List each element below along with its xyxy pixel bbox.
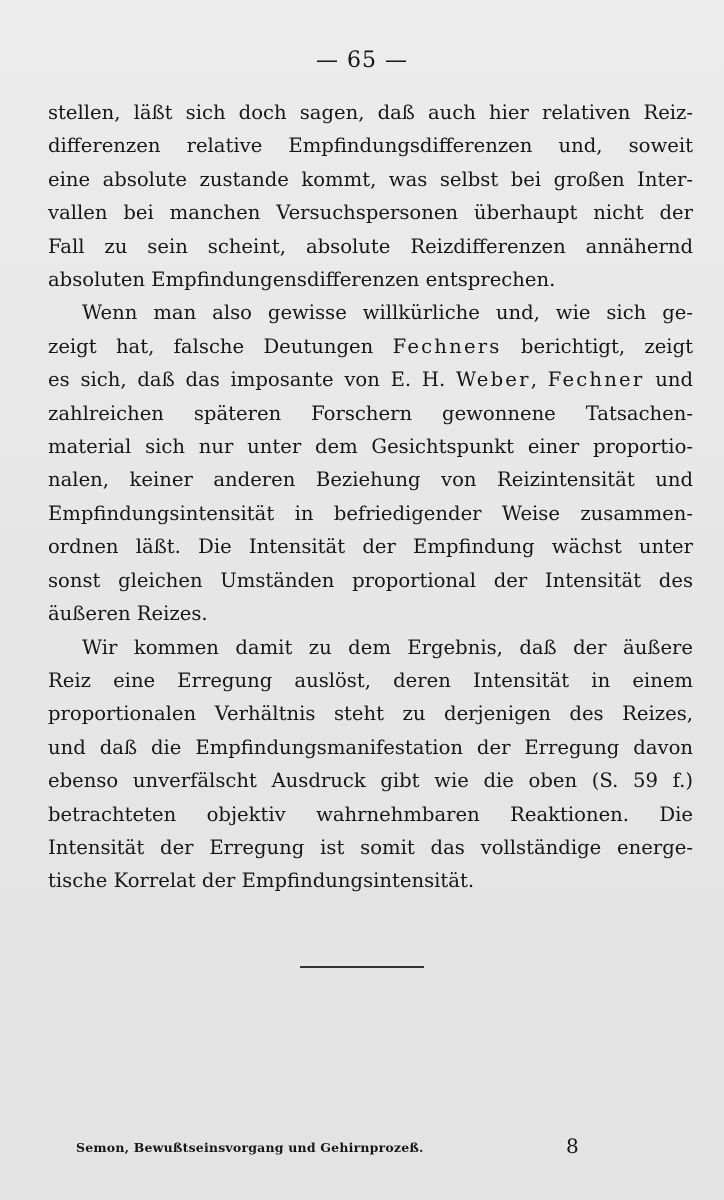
text-line: äußeren Reizes. bbox=[48, 602, 208, 626]
paragraph-2 bbox=[48, 296, 693, 630]
text-line: und daß die Empfindungsmanifestation der Erregung davon bbox=[48, 735, 693, 759]
text-line: ordnen läßt. Die Intensität der Empfindung wächst unter bbox=[48, 535, 693, 559]
text-line: tische Korrelat der Empfindungsintensität. bbox=[48, 869, 475, 893]
text-line: ebenso unverfälscht Ausdruck gibt wie die oben (S. 59 f.) bbox=[48, 769, 693, 793]
text-line: zeigt hat, falsche Deutungen Fechners berichtigt, zeigt bbox=[48, 334, 693, 358]
text-line: Wenn man also gewisse willkürliche und, wie sich ge- bbox=[82, 301, 693, 325]
signature-line: Semon, Bewußtseinsvorgang und Gehirnprozeß. bbox=[76, 1140, 424, 1155]
text-line: sonst gleichen Umständen proportional der Intensität des bbox=[48, 568, 693, 592]
sheet-number: 8 bbox=[566, 1134, 579, 1158]
text-line: betrachteten objektiv wahrnehmbaren Reaktionen. Die bbox=[48, 802, 693, 826]
text-line: vallen bei manchen Versuchspersonen überhaupt nicht der bbox=[48, 201, 693, 225]
section-divider bbox=[300, 966, 424, 968]
text-line: absoluten Empfindungensdifferenzen entsprechen. bbox=[48, 268, 556, 292]
text-line: stellen, läßt sich doch sagen, daß auch hier relativen Reiz- bbox=[48, 101, 693, 124]
paragraph-3 bbox=[48, 631, 693, 898]
text-line: differenzen relative Empfindungsdifferenzen und, soweit bbox=[48, 134, 693, 158]
page-number: — 65 — bbox=[316, 48, 408, 73]
text-line: Wir kommen damit zu dem Ergebnis, daß der äußere bbox=[82, 635, 693, 659]
text-line: es sich, daß das imposante von E. H. Weber, Fechner und bbox=[48, 368, 693, 392]
body-text bbox=[48, 96, 693, 898]
text-line: material sich nur unter dem Gesichtspunkt einer proportio- bbox=[48, 435, 693, 459]
text-line: Empfindungsintensität in befriedigender Weise zusammen- bbox=[48, 501, 693, 525]
text-line: Reiz eine Erregung auslöst, deren Intensität in einem bbox=[48, 668, 693, 692]
text-line: proportionalen Verhältnis steht zu derjenigen des Reizes, bbox=[48, 702, 693, 726]
paragraph-1 bbox=[48, 96, 693, 296]
text-line: Intensität der Erregung ist somit das vollständige energe- bbox=[48, 835, 693, 859]
text-line: nalen, keiner anderen Beziehung von Reizintensität und bbox=[48, 468, 693, 492]
text-line: zahlreichen späteren Forschern gewonnene Tatsachen- bbox=[48, 401, 693, 425]
text-line: eine absolute zustande kommt, was selbst bei großen Inter- bbox=[48, 167, 693, 191]
text-line: Fall zu sein scheint, absolute Reizdifferenzen annähernd bbox=[48, 234, 693, 258]
